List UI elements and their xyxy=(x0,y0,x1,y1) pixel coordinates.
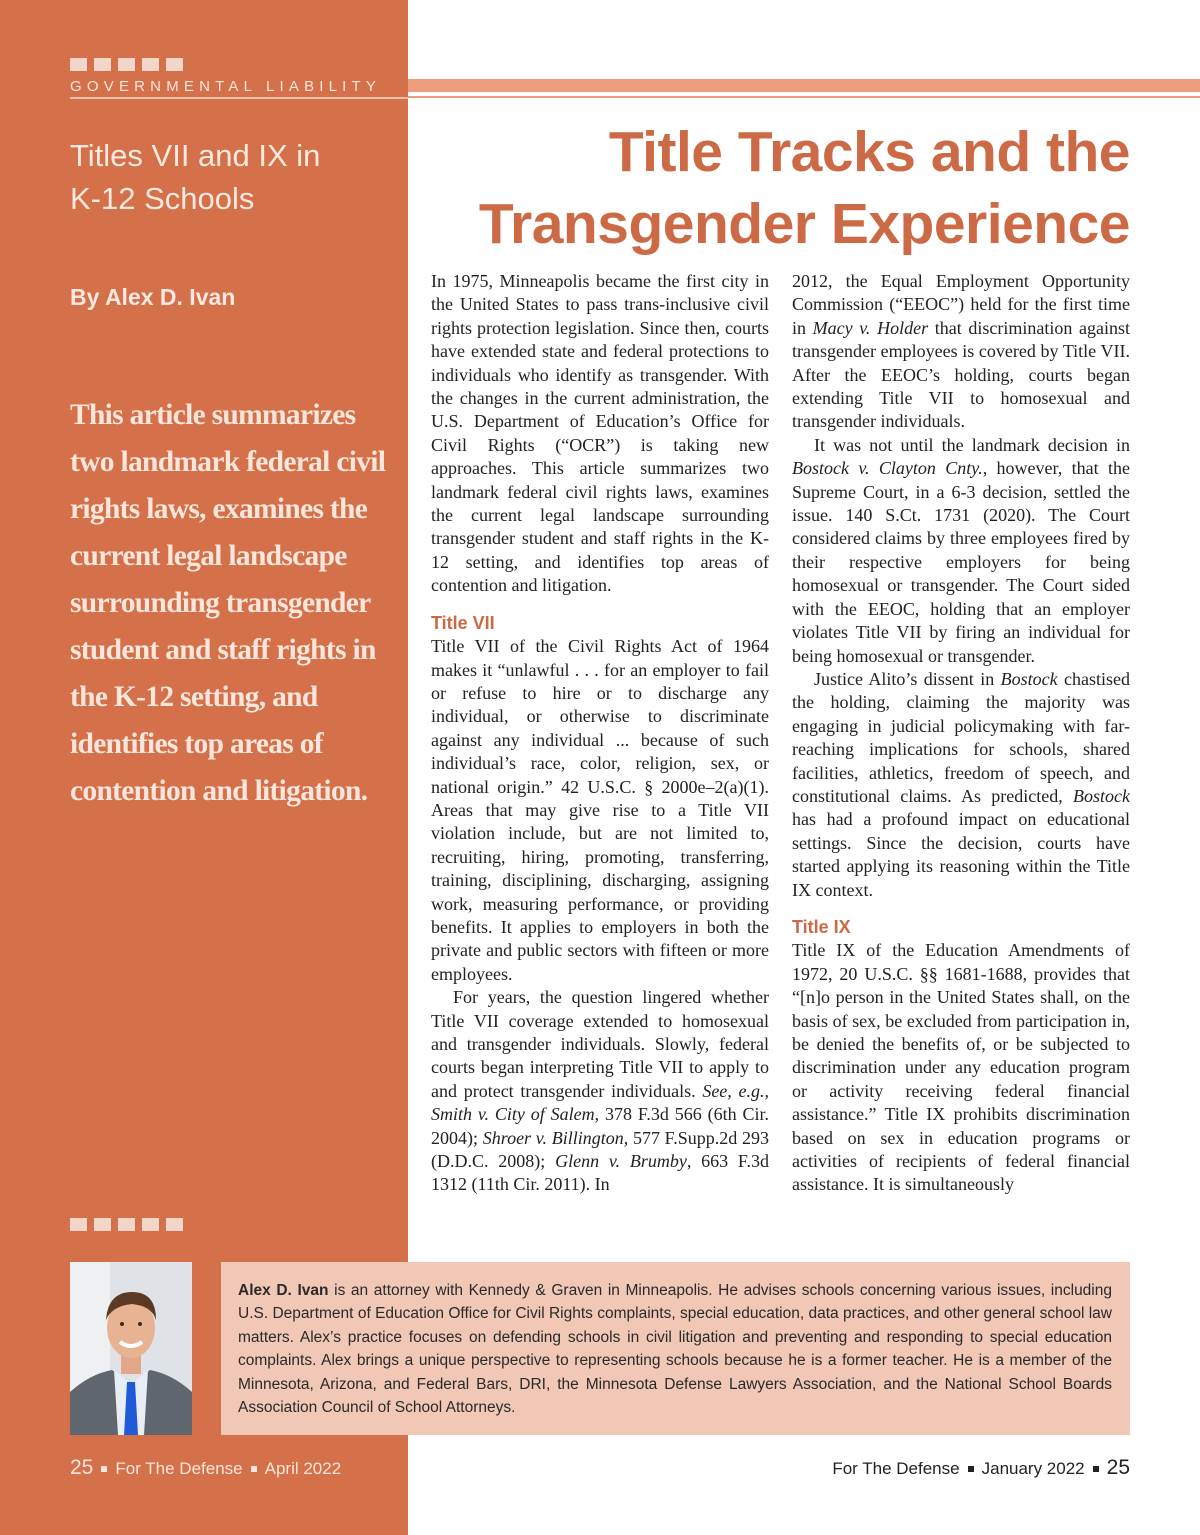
author-bio xyxy=(238,1279,1112,1419)
headline-line-2: Transgender Experience xyxy=(478,192,1130,256)
footer-left xyxy=(70,1456,341,1480)
pull-quote: This article summarizes two landmark federal civil rights laws, examines the current legal landscape surrounding transgender student and staff rights in the K-12 setting, and identifies top areas of contention and litigation. xyxy=(70,399,386,807)
title-vii-paragraph-3: It was not until the landmark decision in Bostock v. Clayton Cnty., however, that the Supreme Court, in a 6-3 decision, settled the issue. 140 S.Ct. 1731 (2020). The Court considered claims by three employees fired by their respective employers for being homosexual or transgender. The Court sided with the EEOC, holding that an employer violates Title VII by firing an individual for being homosexual or transgender. xyxy=(792,434,1130,666)
headline-line-1: Title Tracks and the xyxy=(608,120,1130,184)
heading-title-ix: Title IX xyxy=(792,916,851,937)
page-number-left: 25 xyxy=(70,1456,94,1479)
sidebar-rule xyxy=(70,97,408,99)
decorative-squares-bottom xyxy=(70,1218,183,1231)
publication-name-right: For The Defense xyxy=(832,1459,960,1478)
issue-date-right: January 2022 xyxy=(981,1459,1085,1478)
decorative-squares-top xyxy=(70,58,183,71)
issue-date-left: April 2022 xyxy=(264,1459,342,1478)
author-photo xyxy=(70,1262,192,1435)
subtitle-line-1: Titles VII and IX in xyxy=(70,138,321,173)
article-subtitle xyxy=(70,134,320,220)
section-label: GOVERNMENTAL LIABILITY xyxy=(70,78,382,95)
header-rule-thin xyxy=(408,96,1200,98)
heading-title-vii: Title VII xyxy=(431,612,495,633)
footer-right xyxy=(832,1456,1130,1480)
title-vii-paragraph-1: Title VII of the Civil Rights Act of 1964 makes it “unlawful . . . for an employer to fail or refuse to hire or to discharge any individual, or otherwise to discriminate against any individual ... because of such individual’s race, color, religion, sex, or national origin.” 42 U.S.C. § 2000e–2(a)(1). Areas that may give rise to a Title VII violation include, but are not limited to, recruiting, hiring, promoting, transferring, training, disciplining, discharging, assigning work, measuring performance, or providing benefits. It applies to employers in both the private and public sectors with fifteen or more employees. xyxy=(431,636,769,984)
byline: By Alex D. Ivan xyxy=(70,284,236,310)
page-number-right: 25 xyxy=(1106,1456,1130,1479)
subtitle-line-2: K-12 Schools xyxy=(70,181,255,216)
title-vii-paragraph-4: Justice Alito’s dissent in Bostock chastised the holding, claiming the majority was engaging in judicial policymaking with far-reaching implications for schools, shared facilities, athletics, freedom of speech, and constitutional claims. As predicted, Bostock has had a profound impact on educational settings. Since the decision, courts have started applying its reasoning within the Title IX context. xyxy=(792,668,1130,900)
author-bio-text: is an attorney with Kennedy & Graven in Minneapolis. He advises schools concerning various issues, including U.S. Department of Education Office for Civil Rights complaints, special education, data practices, and other general school law matters. Alex’s practice focuses on defending schools in civil litigation and preventing and responding to special education complaints. Alex brings a unique perspective to representing schools because he is a former teacher. He is a member of the Minnesota, Arizona, and Federal Bars, DRI, the Minnesota Defense Lawyers Association, and the National School Boards Association Council of School Attorneys. xyxy=(238,1282,1112,1417)
author-name: Alex D. Ivan xyxy=(238,1282,329,1299)
title-ix-paragraph-1: Title IX of the Education Amendments of 1972, 20 U.S.C. §§ 1681-1688, provides that “[n]o person in the United States shall, on the basis of sex, be excluded from participation in, be denied the benefits of, or be subjected to discrimination under any education program or activity receiving federal financial assistance.” Title IX prohibits discrimination based on sex in education programs or activities of recipients of federal financial assistance. It is simultaneously xyxy=(792,940,1130,1195)
publication-name-left: For The Defense xyxy=(115,1459,243,1478)
article-column-2 xyxy=(792,270,1130,1197)
intro-paragraph: In 1975, Minneapolis became the first city in the United States to pass trans-inclusive civil rights protection legislation. Since then, courts have extended state and federal protections to individuals who identify as transgender. With the changes in the current administration, the U.S. Department of Education’s Office for Civil Rights (“OCR”) is taking new approaches. This article summarizes two landmark federal civil rights laws, examines the current legal landscape surrounding transgender student and staff rights in the K-12 setting, and identifies top areas of contention and litigation. xyxy=(431,271,769,596)
headline xyxy=(430,116,1130,260)
title-vii-paragraph-2: For years, the question lingered whether Title VII coverage extended to homosexual and transgender individuals. Slowly, federal courts began interpreting Title VII to apply to and protect transgender individuals. See, e.g., Smith v. City of Salem, 378 F.3d 566 (6th Cir. 2004); Shroer v. Billington, 577 F.Supp.2d 293 (D.D.C. 2008); Glenn v. Brumby, 663 F.3d 1312 (11th Cir. 2011). In xyxy=(431,987,769,1195)
title-vii-paragraph-2-continued: 2012, the Equal Employment Opportunity Commission (“EEOC”) held for the first time in Macy v. Holder that discrimination against transgender employees is covered by Title VII. After the EEOC’s holding, courts began extending Title VII to homosexual and transgender individuals. xyxy=(792,271,1130,432)
article-column-1 xyxy=(431,270,769,1197)
header-rule xyxy=(408,79,1200,92)
